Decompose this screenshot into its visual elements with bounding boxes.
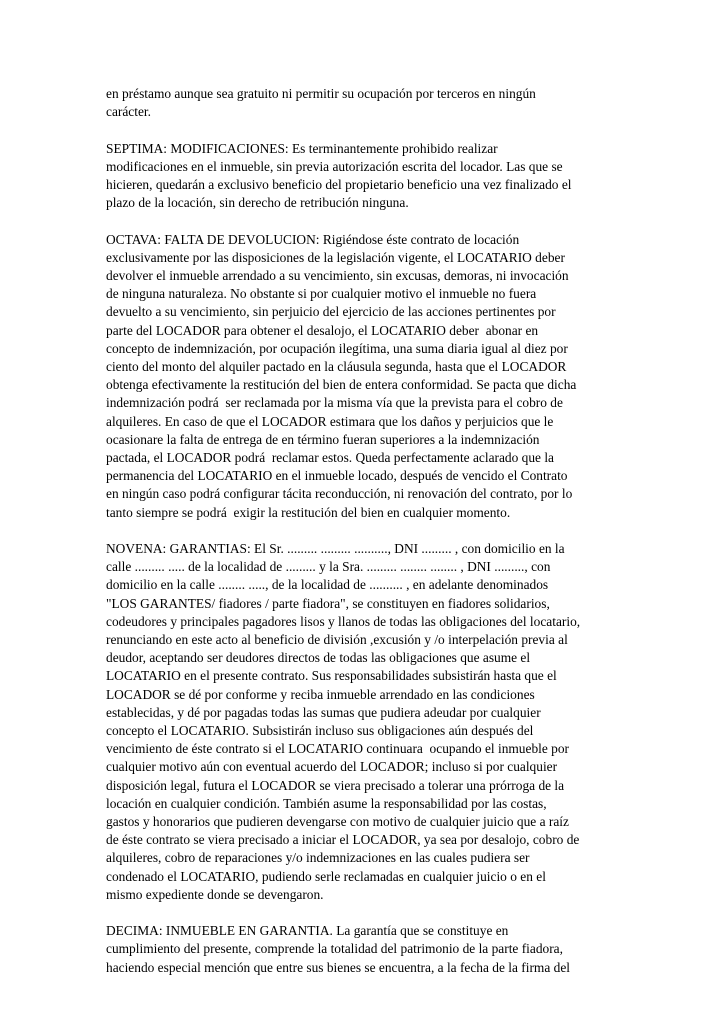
text-line: de ninguna naturaleza. No obstante si por cualquier motivo el inmueble no fuera <box>106 286 537 302</box>
text-line: alquileres. En caso de que el LOCADOR estimara que los daños y perjuicios que le <box>106 413 554 429</box>
text-line: mismo expediente donde se devengaron. <box>106 886 324 902</box>
text-line: carácter. <box>106 104 151 120</box>
text-line: hicieren, quedarán a exclusivo beneficio del propietario beneficio una vez finalizado el <box>106 177 572 192</box>
text-line: disposición legal, futura el LOCADOR se viera precisado a tolerar una prórroga de la <box>106 777 565 793</box>
text-line: concepto de indemnización, por ocupación ilegítima, una suma diaria igual al diez por <box>106 340 568 356</box>
text-line: parte del LOCADOR para obtener el desalojo, el LOCATARIO deber abonar en <box>106 322 539 338</box>
text-line: pactada, el LOCADOR podrá reclamar estos. Queda perfectamente aclarado que la <box>106 450 555 466</box>
text-line: haciendo especial mención que entre sus bienes se encuentra, a la fecha de la firma del <box>106 959 570 975</box>
text-line: renunciando en este acto al beneficio de división ,excusión y /o interpelación previa al <box>106 632 568 648</box>
paragraph-decima <box>106 922 626 977</box>
text-line: ciento del monto del alquiler pactado en la cláusula segunda, hasta que el LOCADOR <box>106 359 567 375</box>
paragraph-septima <box>106 140 626 213</box>
text-line: tanto siempre se podrá exigir la restitución del bien en cualquier momento. <box>106 504 511 520</box>
text-line: plazo de la locación, sin derecho de retribución ninguna. <box>106 195 409 211</box>
text-line: indemnización podrá ser reclamada por la misma vía que la prevista para el cobro de <box>106 395 563 411</box>
paragraph-novena <box>106 540 626 904</box>
paragraph-prestamo-end <box>106 85 626 121</box>
text-line: OCTAVA: FALTA DE DEVOLUCION: Rigiéndose éste contrato de locación <box>106 231 520 247</box>
text-line: de éste contrato se viera precisado a iniciar el LOCADOR, ya sea por desalojo, cobro de <box>106 832 580 848</box>
text-line: codeudores y principales pagadores lisos y llanos de todas las obligaciones del locatario, <box>106 613 581 629</box>
text-line: cualquier motivo aún con eventual acuerdo del LOCADOR; incluso si por cualquier <box>106 759 558 775</box>
text-line: deudor, aceptando ser deudores directos de todas las obligaciones que asume el <box>106 650 531 666</box>
text-line: domicilio en la calle ........ ....., de la localidad de .......... , en adelante denominados <box>106 577 549 593</box>
text-line: NOVENA: GARANTIAS: El Sr. ......... ......... .........., DNI ......... , con domicilio en la <box>106 541 565 557</box>
text-line: en préstamo aunque sea gratuito ni permitir su ocupación por terceros en ningún <box>106 86 536 101</box>
text-line: devuelto a su vencimiento, sin perjuicio del ejercicio de las acciones pertinentes por <box>106 304 556 320</box>
text-line: SEPTIMA: MODIFICACIONES: Es terminantemente prohibido realizar <box>106 140 498 156</box>
text-line: ocasionare la falta de entrega de en término fueran superiores a la indemnización <box>106 431 540 447</box>
text-line: cumplimiento del presente, comprende la totalidad del patrimonio de la parte fiadora, <box>106 941 563 957</box>
text-line: en ningún caso podrá configurar tácita reconducción, ni renovación del contrato, por lo <box>106 486 573 502</box>
document-page <box>106 85 626 995</box>
text-line: calle ......... ..... de la localidad de ......... y la Sra. ......... ........ ........ , DNI ........., con <box>106 559 551 575</box>
text-line: LOCADOR se dé por conforme y reciba inmueble arrendado en las condiciones <box>106 686 535 702</box>
text-line: DECIMA: INMUEBLE EN GARANTIA. La garantía que se constituye en <box>106 923 509 939</box>
text-line: concepto el LOCATARIO. Subsistirán incluso sus obligaciones aún después del <box>106 723 534 739</box>
text-line: exclusivamente por las disposiciones de la legislación vigente, el LOCATARIO deber <box>106 249 565 265</box>
text-line: modificaciones en el inmueble, sin previa autorización escrita del locador. Las que se <box>106 158 563 174</box>
text-line: alquileres, cobro de reparaciones y/o indemnizaciones en las cuales pudiera ser <box>106 850 530 866</box>
paragraph-octava <box>106 231 626 522</box>
text-line: obtenga efectivamente la restitución del bien de entera conformidad. Se pacta que dicha <box>106 377 577 393</box>
text-line: devolver el inmueble arrendado a su vencimiento, sin excusas, demoras, ni invocación <box>106 268 569 283</box>
text-line: establecidas, y dé por pagadas todas las sumas que pudiera adeudar por cualquier <box>106 704 541 720</box>
text-line: gastos y honorarios que pudieren devengarse con motivo de cualquier juicio que a raíz <box>106 814 569 830</box>
text-line: locación en cualquier condición. También asume la responsabilidad por las costas, <box>106 795 547 811</box>
text-line: vencimiento de éste contrato si el LOCATARIO continuara ocupando el inmueble por <box>106 741 570 757</box>
text-line: condenado el LOCATARIO, pudiendo serle reclamadas en cualquier juicio o en el <box>106 868 546 884</box>
text-line: LOCATARIO en el presente contrato. Sus responsabilidades subsistirán hasta que el <box>106 668 557 684</box>
text-line: permanencia del LOCATARIO en el inmueble locado, después de vencido el Contrato <box>106 468 568 484</box>
text-line: "LOS GARANTES/ fiadores / parte fiadora", se constituyen en fiadores solidarios, <box>106 595 550 611</box>
